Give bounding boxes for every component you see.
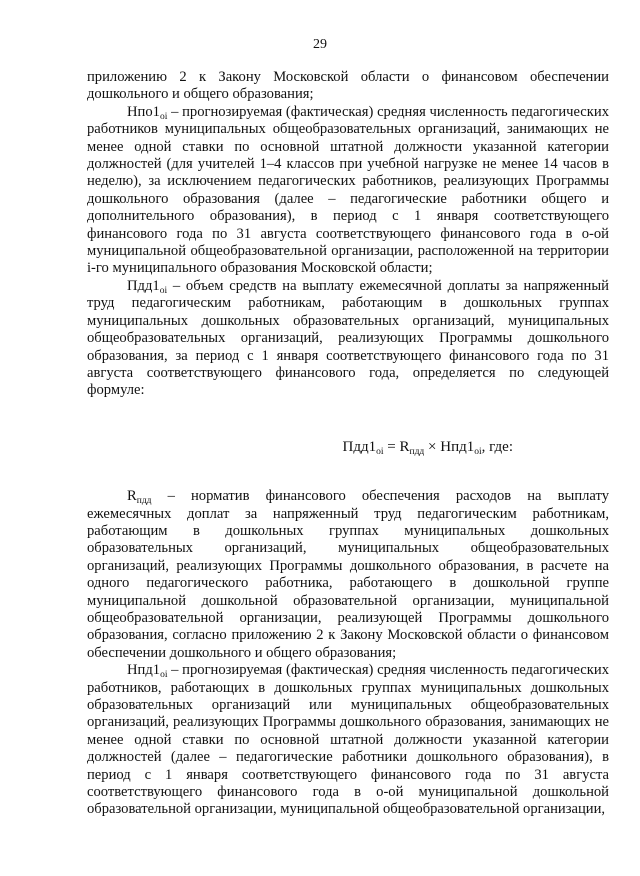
paragraph-pdd1-definition bbox=[87, 278, 609, 400]
formula-times-npd1: × Нпд1 bbox=[424, 438, 475, 455]
pdd1-definition-text: – объем средств на выплату ежемесячной доплаты за напряженный труд педагогическим работникам, работающим в дошкольных группах муниципальных дошкольных образовательных организаций, муниципальных общеобразовательных организаций, реализующих Программы дошкольного образования, за период с 1 января соответствующего финансового года по 31 августа соответствующего финансового года, определяется по следующей формуле: bbox=[87, 277, 609, 399]
paragraph-npo1-definition bbox=[87, 104, 609, 278]
term-npo1: Нпо1 bbox=[127, 103, 160, 120]
formula-equals-r: = R bbox=[383, 438, 410, 455]
term-npo1-subscript: oi bbox=[159, 111, 168, 122]
term-npd1-subscript: oi bbox=[160, 670, 168, 681]
r-definition-text: – норматив финансового обеспечения расходов на выплату ежемесячных доплат за напряженный труд педагогическим работникам, работающим в дошкольных группах муниципальных дошкольных образовательных организаций, муниципальных общеобразовательных организаций, реализующих Программы дошкольного образования, в расчете на одного педагогического работника, работающего в дошкольной группе муниципальной дошкольной образовательной организации, муниципальной общеобразовательной организации, реализующей Программы дошкольного образования, согласно приложению 2 к Закону Московской области о финансовом обеспечении дошкольного и общего образования; bbox=[87, 488, 609, 661]
term-r: R bbox=[127, 488, 137, 505]
npd1-definition-text: – прогнозируемая (фактическая) средняя численность педагогических работников, работающих в дошкольных группах муниципальных дошкольных образовательных организаций или муниципальных общеобразовательных организаций, реализующих Программы дошкольного образования, занимающих не менее одной ставки по основной штатной должности указанной категории должностей (далее – педагогические работники дошкольного образования), в период с 1 января соответствующего финансового года по 31 августа соответствующего финансового года в о-ой муниципальной дошкольной образовательной организации, муниципальной общеобразовательной организации, bbox=[87, 662, 609, 818]
formula bbox=[87, 439, 609, 456]
formula-lhs-subscript: oi bbox=[376, 446, 384, 457]
term-r-subscript: пдд bbox=[136, 496, 152, 507]
term-npd1: Нпд1 bbox=[127, 662, 161, 679]
page-number: 29 bbox=[313, 37, 327, 52]
paragraph-npd1-definition bbox=[87, 662, 609, 819]
formula-lhs: Пдд1 bbox=[342, 438, 377, 455]
term-pdd1: Пдд1 bbox=[127, 277, 160, 294]
document-body bbox=[87, 69, 609, 819]
paragraph-continuation: приложению 2 к Закону Московской области о финансовом обеспечении дошкольного и общего образования; bbox=[87, 69, 609, 103]
term-pdd1-subscript: oi bbox=[159, 285, 168, 296]
formula-tail: , где: bbox=[481, 438, 513, 455]
paragraph-r-definition bbox=[87, 488, 609, 662]
npo1-definition-text: – прогнозируемая (фактическая) средняя численность педагогических работников муниципальных общеобразовательных организаций, занимающих не менее одной ставки по основной штатной должности указанной категории должностей (для учителей 1–4 классов при учебной нагрузке не менее 14 часов в неделю), за исключением педагогических работников, реализующих Программы дошкольного образования (далее – педагогические работники общего и дополнительного образования), в период с 1 января соответствующего финансового года по 31 августа соответствующего финансового года в о-ой муниципальной общеобразовательной организации, расположенной на территории i-го муниципального образования Московской области; bbox=[87, 103, 609, 277]
formula-npd1-subscript: oi bbox=[474, 446, 482, 457]
formula-r-subscript: пдд bbox=[409, 446, 425, 457]
